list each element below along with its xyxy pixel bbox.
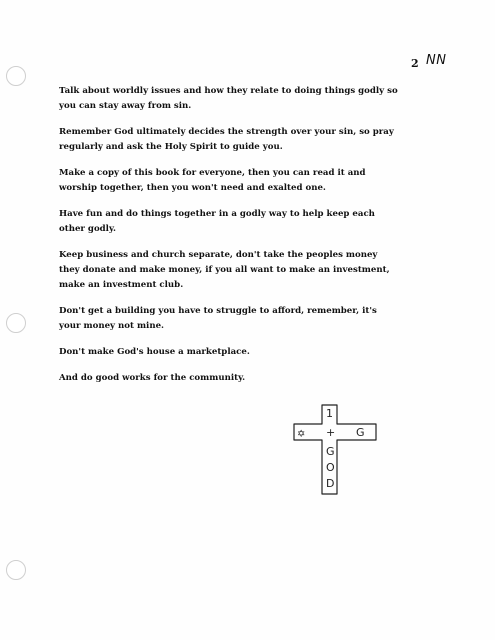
punch-hole-bottom [6,560,26,580]
cross-letter-right: G [356,426,365,439]
paragraph: Have fun and do things together in a godly way to help keep each other godly. [59,209,375,234]
punch-hole-top [6,66,26,86]
body-text [59,84,459,397]
page-number: 2 [411,57,419,70]
cross-letter: G [326,445,335,458]
cross-letter: + [326,426,336,439]
cross-letter: 1 [326,407,333,420]
cross-drawing [292,402,382,497]
paragraph: Make a copy of this book for everyone, then you can read it and worship together, then you won't need and exalted one. [59,168,366,193]
paragraph: Talk about worldly issues and how they relate to doing things godly so you can stay away from sin. [59,86,398,111]
star-of-david-icon: ✡ [297,429,306,440]
paragraph: Keep business and church separate, don't take the peoples money they donate and make money, if you all want to make an investment, make an investment club. [59,250,390,290]
paragraph: Don't get a building you have to struggle to afford, remember, it's your money not mine. [59,306,377,331]
handwritten-initials: NN [426,53,447,68]
paragraph: And do good works for the community. [59,373,246,383]
paragraph: Don't make God's house a marketplace. [59,347,250,357]
cross-letter: D [326,477,335,490]
paragraph: Remember God ultimately decides the strength over your sin, so pray regularly and ask the Holy Spirit to guide you. [59,127,394,152]
cross-outline-icon [292,402,382,497]
punch-hole-middle [6,313,26,333]
cross-letter: O [326,461,335,474]
